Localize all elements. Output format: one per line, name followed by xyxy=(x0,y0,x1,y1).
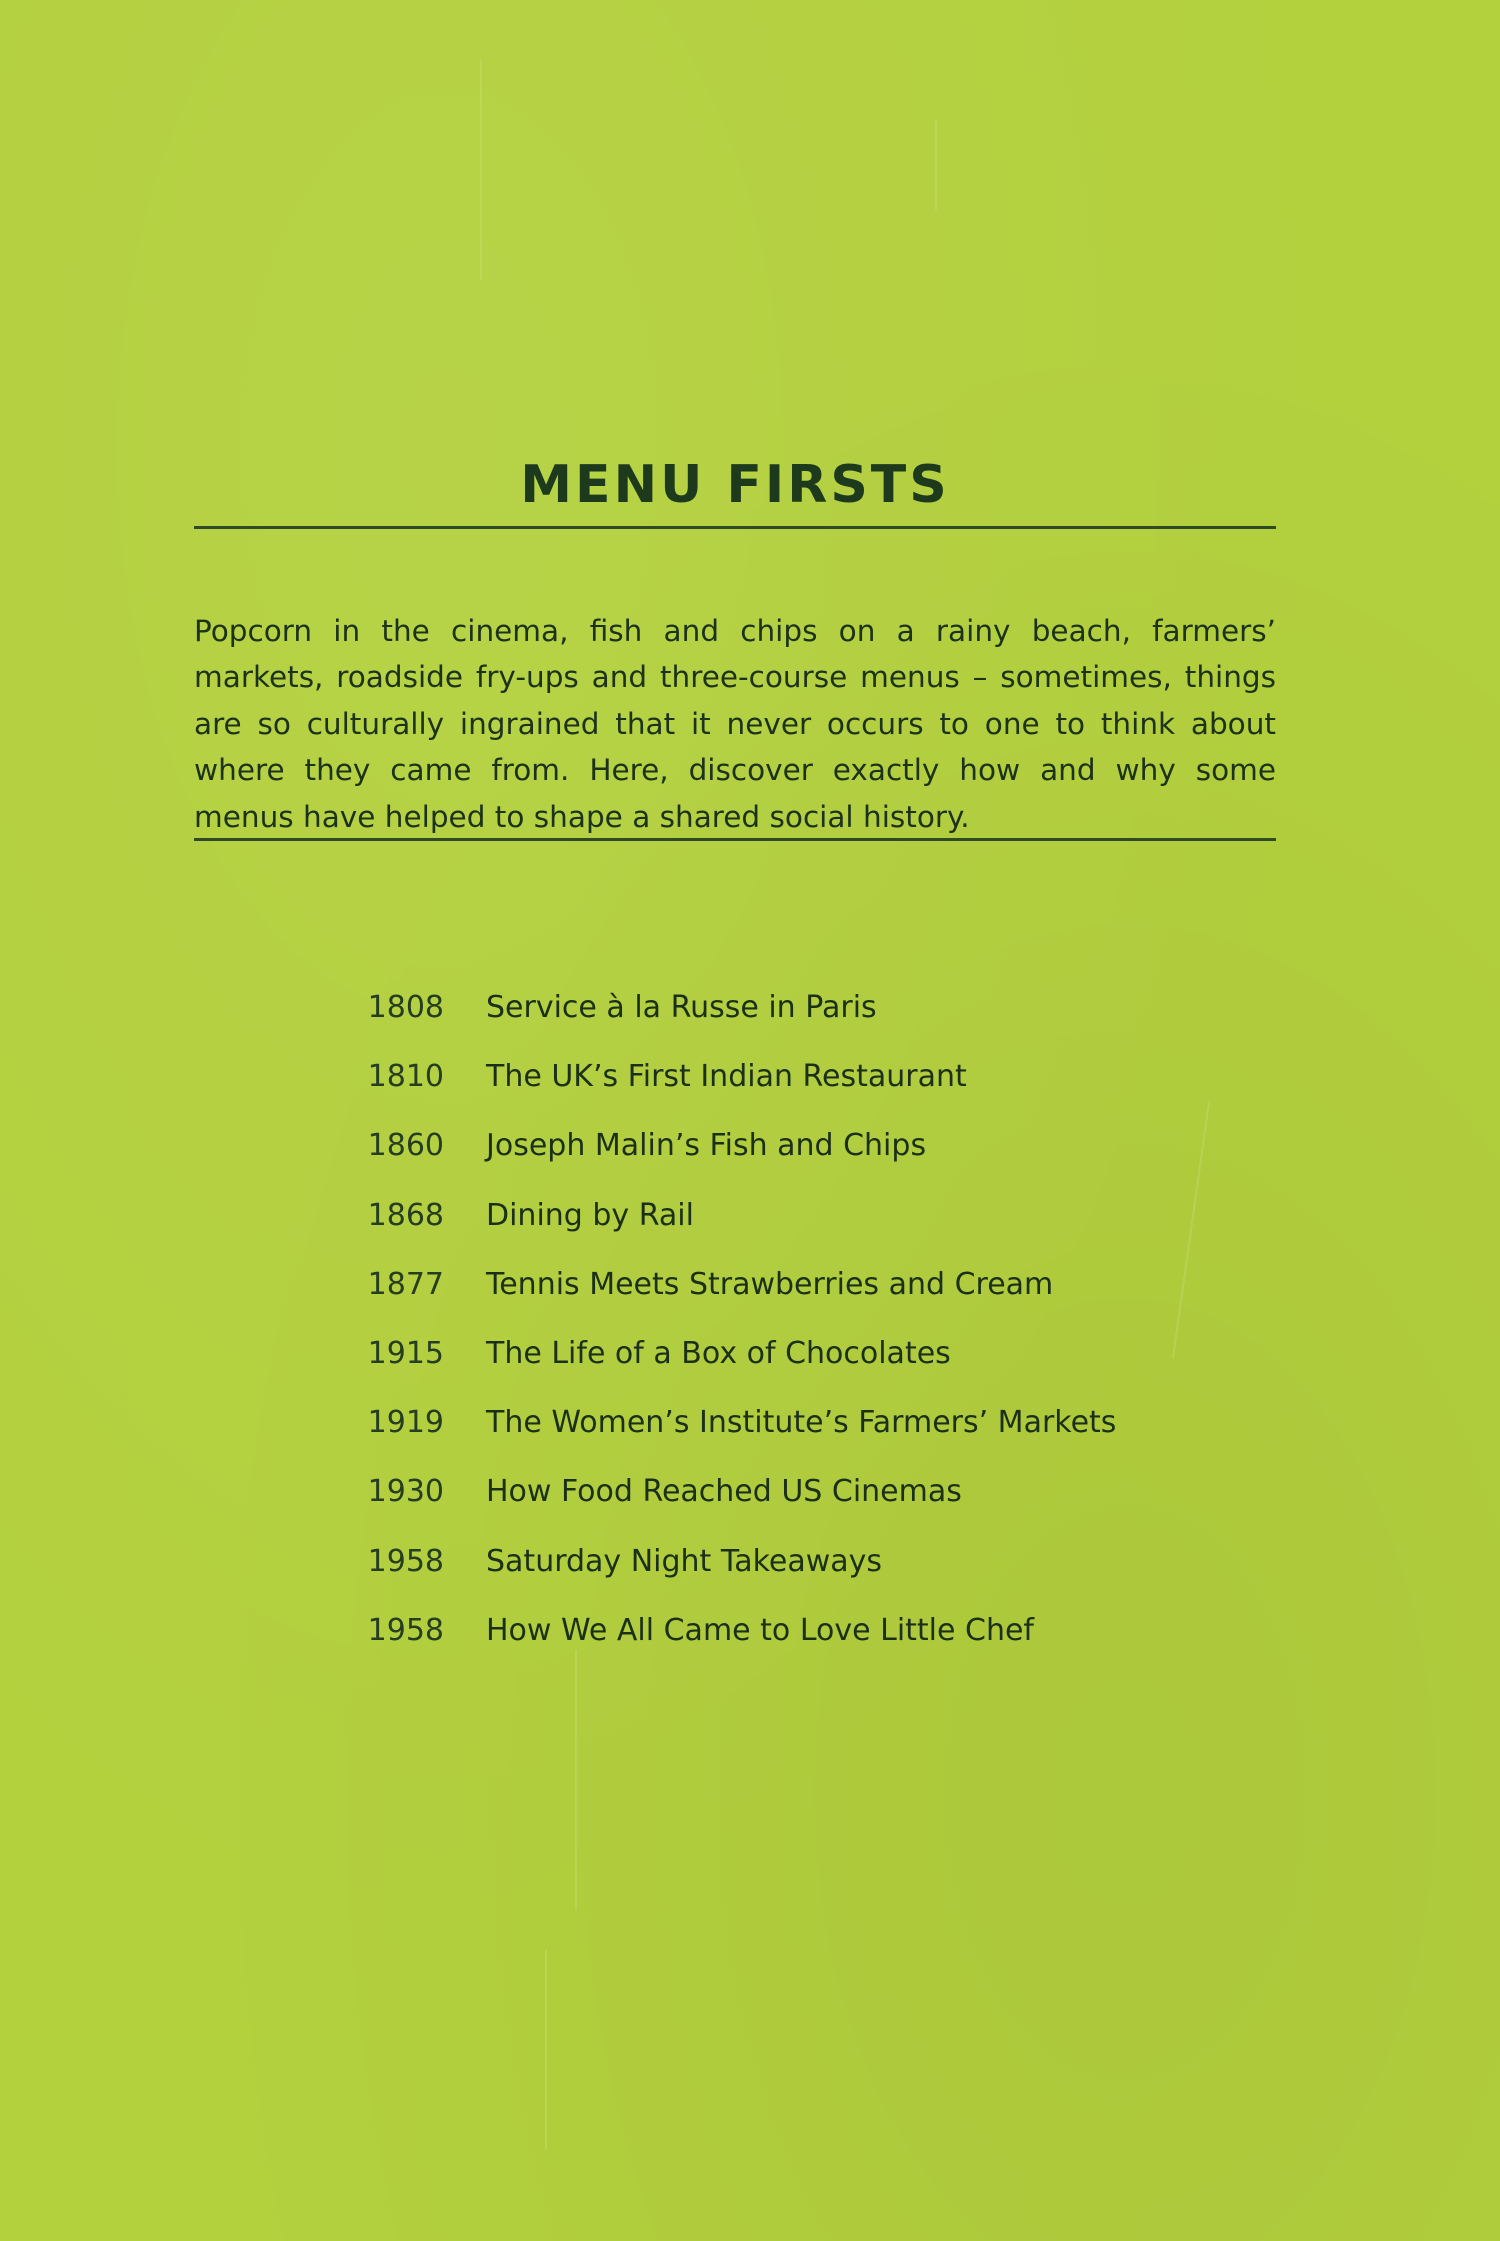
contents-title: Saturday Night Takeaways xyxy=(486,1543,883,1579)
contents-title: Service à la Russe in Paris xyxy=(486,990,877,1025)
paper-texture xyxy=(935,120,937,210)
contents-item xyxy=(340,1128,1240,1197)
contents-year: 1868 xyxy=(367,1197,444,1233)
contents-list xyxy=(340,990,1240,1682)
contents-title: Joseph Malin’s Fish and Chips xyxy=(486,1128,927,1164)
contents-year: 1958 xyxy=(367,1612,444,1648)
contents-title: The UK’s First Indian Restaurant xyxy=(486,1059,967,1095)
contents-item xyxy=(340,1198,1240,1267)
contents-item xyxy=(340,1613,1240,1682)
contents-item xyxy=(340,1405,1240,1474)
paper-texture xyxy=(545,1950,547,2150)
contents-item xyxy=(340,1059,1240,1128)
contents-year: 1919 xyxy=(367,1405,444,1441)
contents-year: 1915 xyxy=(367,1335,444,1371)
contents-item xyxy=(340,1336,1240,1405)
contents-year: 1877 xyxy=(367,1266,444,1302)
contents-title: Dining by Rail xyxy=(486,1197,694,1233)
contents-item xyxy=(340,1267,1240,1336)
top-divider xyxy=(194,526,1276,529)
contents-year: 1930 xyxy=(367,1474,444,1510)
bottom-divider xyxy=(194,838,1276,841)
contents-title: Tennis Meets Strawberries and Cream xyxy=(486,1266,1054,1302)
contents-year: 1810 xyxy=(367,1059,444,1095)
paper-texture xyxy=(575,1650,577,1910)
contents-title: How Food Reached US Cinemas xyxy=(486,1474,962,1510)
contents-item xyxy=(340,1474,1240,1543)
intro-paragraph: Popcorn in the cinema, fish and chips on a rainy beach, farmers’ markets, roadside fry-ups and three-course menus – sometimes, things are so culturally ingrained that it never occurs to one to think about where they came from. Here, discover exactly how and why some menus have helped to shape a shared social history. xyxy=(194,613,1276,834)
contents-year: 1860 xyxy=(367,1128,444,1164)
contents-item xyxy=(340,990,1240,1059)
contents-year: 1958 xyxy=(367,1543,444,1579)
paper-texture xyxy=(480,60,482,280)
contents-title: The Women’s Institute’s Farmers’ Markets xyxy=(486,1405,1117,1441)
contents-item xyxy=(340,1544,1240,1613)
page-title: MENU FIRSTS xyxy=(520,454,950,515)
contents-year: 1808 xyxy=(367,990,444,1025)
contents-title: The Life of a Box of Chocolates xyxy=(486,1335,951,1371)
contents-title: How We All Came to Love Little Chef xyxy=(486,1612,1034,1648)
